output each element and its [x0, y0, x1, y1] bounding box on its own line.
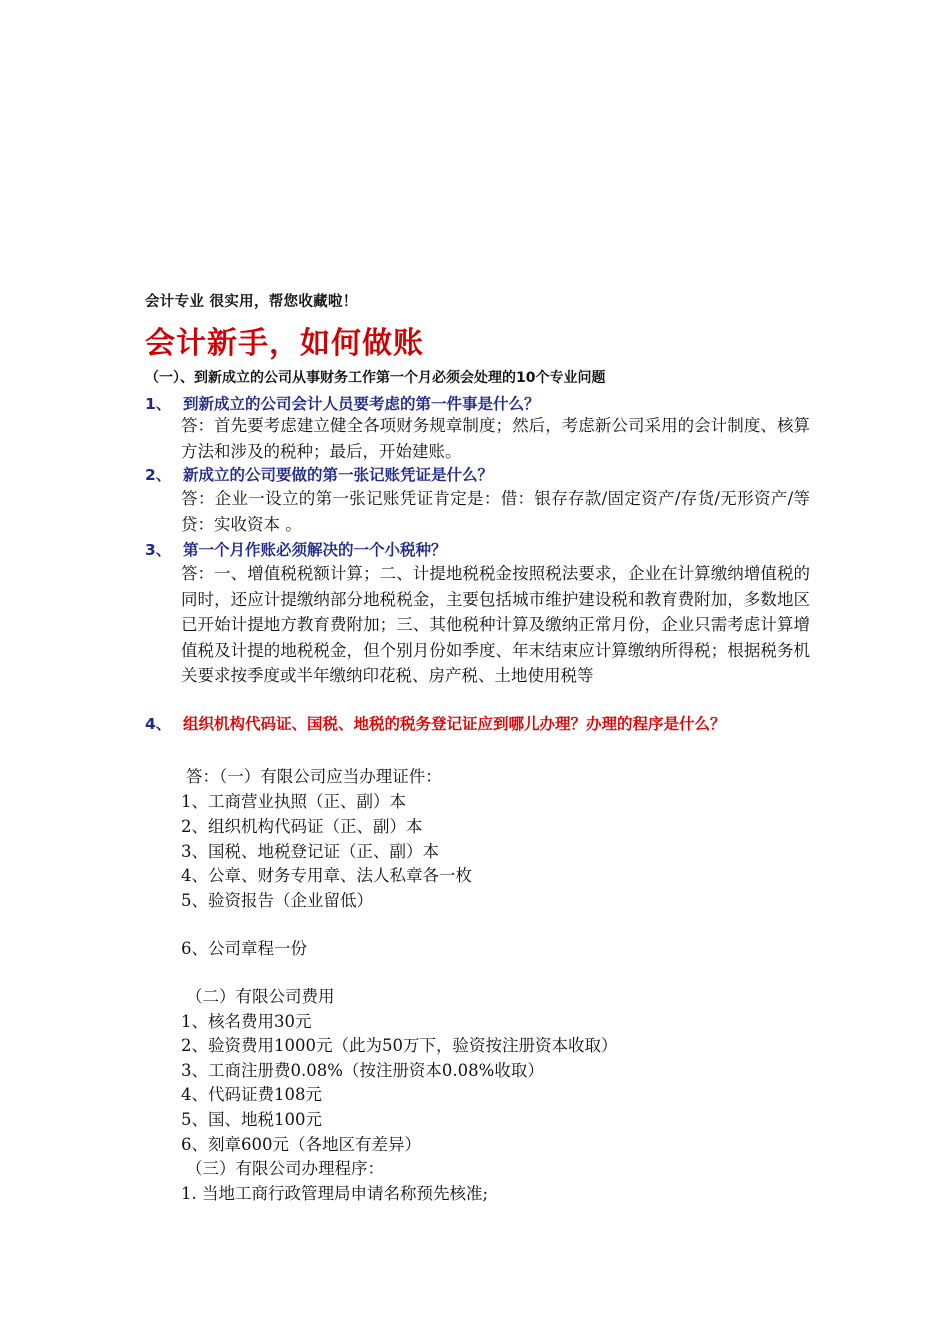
certificate-item: 4、公章、财务专用章、法人私章各一枚 — [181, 866, 472, 885]
fees-heading: （二）有限公司费用 — [186, 987, 335, 1006]
answer-text: 答：一、增值税税额计算；二、计提地税税金按照税法要求，企业在计算缴纳增值税的同时，还应计提缴纳部分地税税金，主要包括城市维护建设税和教育费附加，多数地区已开始计提地方教育费附加；三、其他税种计算及缴纳正常月份，企业只需考虑计算增值税及计提的地税税金，但个别月份如季度、年末结束应计算缴纳所得税；根据税务机关要求按季度或半年缴纳印花税、房产税、土地使用税等 — [181, 564, 810, 685]
question-text: 到新成立的公司会计人员要考虑的第一件事是什么？ — [183, 395, 540, 413]
certificate-item: 2、组织机构代码证（正、副）本 — [181, 817, 423, 836]
fee-item: 3、工商注册费0.08%（按注册资本0.08%收取） — [181, 1061, 544, 1080]
question-4 — [145, 712, 810, 736]
question-1 — [145, 392, 810, 414]
fee-item: 2、验资费用1000元（此为50万下，验资按注册资本收取） — [181, 1036, 618, 1055]
question-number: 2、 — [145, 466, 172, 484]
answer-1 — [145, 413, 810, 464]
fee-item: 5、国、地税100元 — [181, 1110, 322, 1129]
fee-item: 4、代码证费108元 — [181, 1085, 322, 1104]
procedure-item: 1. 当地工商行政管理局申请名称预先核准; — [181, 1184, 489, 1203]
tagline: 会计专业 很实用，帮您收藏啦！ — [145, 294, 358, 310]
fee-item: 1、核名费用30元 — [181, 1012, 312, 1031]
document-title: 会计新手，如何做账 — [145, 326, 424, 361]
question-number: 4、 — [145, 715, 172, 733]
certificate-item: 5、验资报告（企业留低） — [181, 891, 373, 910]
question-number: 3、 — [145, 541, 172, 559]
question-text: 第一个月作账必须解决的一个小税种？ — [183, 541, 447, 559]
answer-text: 答：首先要考虑建立健全各项财务规章制度；然后，考虑新公司采用的会计制度、核算方法和涉及的税种；最后，开始建账。 — [181, 416, 810, 461]
answer-3 — [145, 561, 810, 689]
certificate-item: 1、工商营业执照（正、副）本 — [181, 792, 406, 811]
question-2 — [145, 463, 810, 485]
fee-item: 6、刻章600元（各地区有差异） — [181, 1135, 421, 1154]
question-text: 新成立的公司要做的第一张记账凭证是什么？ — [183, 466, 494, 484]
answer-text: 答：企业一设立的第一张记账凭证肯定是：借：银存存款/固定资产/存货/无形资产/等 贷：实收资本 。 — [181, 489, 810, 534]
answer-4: 答：（一）有限公司应当办理证件： — [186, 767, 442, 786]
answer-2 — [145, 486, 810, 537]
procedure-heading: （三）有限公司办理程序： — [186, 1159, 384, 1178]
certificate-item: 3、国税、地税登记证（正、副）本 — [181, 842, 439, 861]
question-number: 1、 — [145, 395, 172, 413]
question-text: 组织机构代码证、国税、地税的税务登记证应到哪儿办理？办理的程序是什么？ — [183, 715, 726, 733]
question-3 — [145, 538, 810, 560]
section-heading: （一）、到新成立的公司从事财务工作第一个月必须会处理的10个专业问题 — [145, 370, 606, 386]
certificate-item: 6、公司章程一份 — [181, 939, 307, 958]
